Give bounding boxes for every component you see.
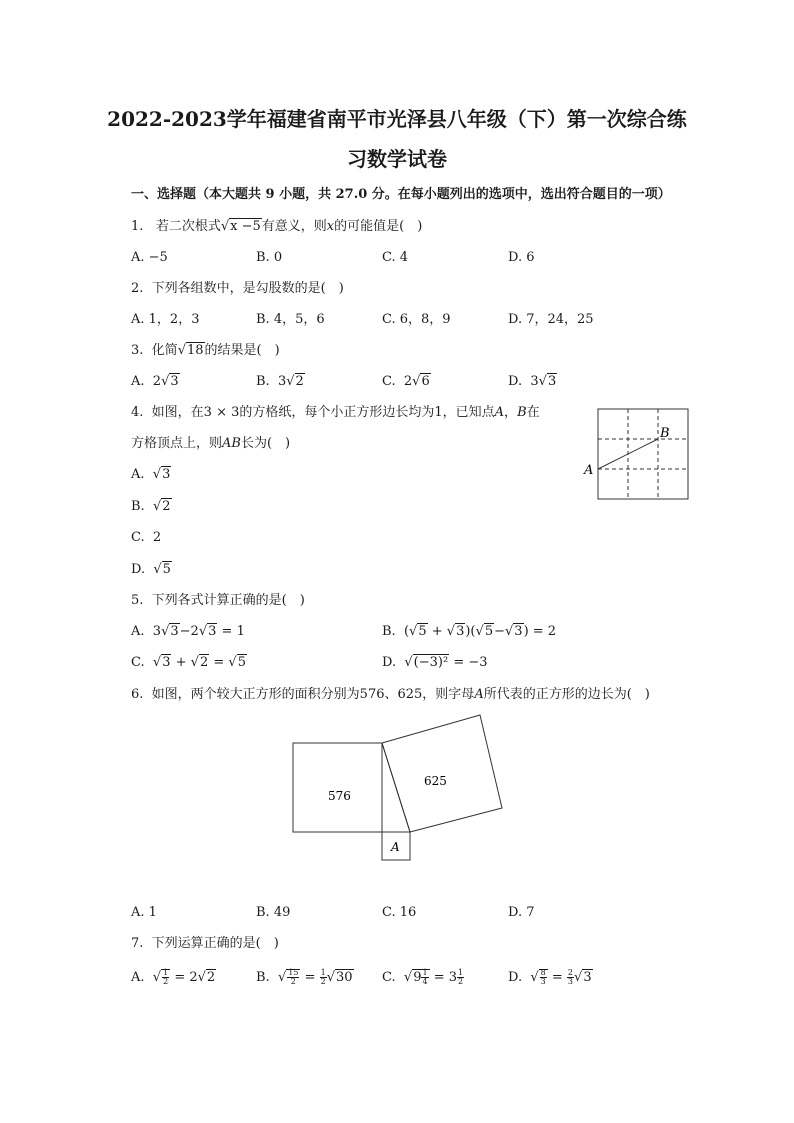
q3-option-b[interactable]: B. 3√2 xyxy=(256,374,304,389)
q5-option-c[interactable]: C. √3 + √2 = √5 xyxy=(131,655,246,670)
q6-option-c[interactable]: C. 16 xyxy=(382,905,417,920)
question-2: 2. 下列各组数中，是勾股数的是( ) xyxy=(131,281,344,296)
q1-option-c[interactable]: C. 4 xyxy=(382,250,409,265)
radical: √18 xyxy=(177,343,204,358)
q2-option-a[interactable]: A. 1，2，3 xyxy=(131,312,200,327)
q7-option-b[interactable]: B. √ $\frac{15}{2}$ = $\frac{1}{2}$ √30 xyxy=(256,968,353,986)
q4-option-d[interactable]: D. √5 xyxy=(131,562,171,577)
q7-option-a[interactable]: A. √ $\frac{1}{2}$ = 2√2 xyxy=(131,968,216,986)
section-heading: 一、选择题（本大题共 9 小题，共 27.0 分。在每小题列出的选项中，选出符合题目的一项） xyxy=(131,187,671,202)
page-title-line1: 2022-2023学年福建省南平市光泽县八年级（下）第一次综合练 xyxy=(107,107,687,131)
q4-option-a[interactable]: A. √3 xyxy=(131,467,171,482)
question-5: 5. 下列各式计算正确的是( ) xyxy=(131,593,305,608)
square-576 xyxy=(293,743,382,832)
question-4-line1: 4. 如图，在3 × 3的方格纸，每个小正方形边长均为1，已知点A，B在 xyxy=(131,405,540,420)
q7-option-c[interactable]: C. √9 $\frac{1}{4}$ = 3 $\frac{1}{2}$ xyxy=(382,968,464,986)
q6-option-b[interactable]: B. 49 xyxy=(256,905,291,920)
q7-option-d[interactable]: D. √ $\frac{8}{3}$ = $\frac{2}{3}$ √3 xyxy=(508,968,592,986)
q3-option-a[interactable]: A. 2√3 xyxy=(131,374,179,389)
question-7: 7. 下列运算正确的是( ) xyxy=(131,936,279,951)
q1-option-d[interactable]: D. 6 xyxy=(508,250,535,265)
segment-ab xyxy=(598,439,658,469)
label-a: A xyxy=(391,840,400,854)
point-a-label: A xyxy=(584,463,594,478)
q3-option-c[interactable]: C. 2√6 xyxy=(382,374,430,389)
q1-option-b[interactable]: B. 0 xyxy=(256,250,283,265)
question-1: 1. 若二次根式√x −5有意义，则x的可能值是( ) xyxy=(131,219,423,234)
q4-option-b[interactable]: B. √2 xyxy=(131,499,171,514)
question-4-line2: 方格顶点上，则AB长为( ) xyxy=(131,436,291,451)
q2-option-b[interactable]: B. 4，5，6 xyxy=(256,312,325,327)
squares-figure xyxy=(290,710,510,870)
q3-option-d[interactable]: D. 3√3 xyxy=(508,374,557,389)
hypotenuse xyxy=(382,743,410,832)
page-title-line2: 习数学试卷 xyxy=(347,147,447,171)
label-625: 625 xyxy=(424,774,447,788)
q6-option-d[interactable]: D. 7 xyxy=(508,905,535,920)
q2-option-d[interactable]: D. 7，24，25 xyxy=(508,312,594,327)
q5-option-b[interactable]: B. (√5 + √3)(√5−√3) = 2 xyxy=(382,624,557,639)
grid-border xyxy=(598,409,688,499)
question-6: 6. 如图，两个较大正方形的面积分别为576、625，则字母A所代表的正方形的边长为( ) xyxy=(131,687,650,702)
label-576: 576 xyxy=(328,789,351,803)
question-3: 3. 化简√18的结果是( ) xyxy=(131,343,280,358)
q1-option-a[interactable]: A. −5 xyxy=(131,250,168,265)
q5-option-d[interactable]: D. √(−3)² = −3 xyxy=(382,655,488,670)
q5-option-a[interactable]: A. 3√3−2√3 = 1 xyxy=(131,624,245,639)
radical: √x −5 xyxy=(220,219,261,234)
q4-option-c[interactable]: C. 2 xyxy=(131,530,162,545)
point-b-label: B xyxy=(660,426,670,441)
q2-option-c[interactable]: C. 6，8，9 xyxy=(382,312,451,327)
q6-option-a[interactable]: A. 1 xyxy=(131,905,157,920)
grid-figure xyxy=(580,404,700,504)
